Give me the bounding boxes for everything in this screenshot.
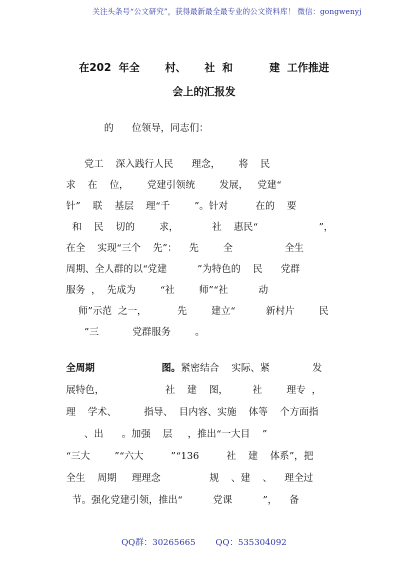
body-line: 在全 实现“三个 先”： 先 全 全生 bbox=[66, 243, 304, 254]
section-text: 紧密结合 实际、紧 发 bbox=[180, 363, 323, 374]
title-line-1: 在202 年全 村、 社 和 建 工作推进 bbox=[78, 62, 330, 74]
body-line: 理 学术、 指导、 目内容、实施 体等 个方面指 bbox=[66, 407, 319, 418]
body-line: 服务 ， 先成为 “社 师”“社 动 bbox=[66, 285, 269, 296]
body-line: 和 民 切的 求， 社 惠民“ ”， bbox=[66, 222, 334, 233]
body-line: 节。强化党建引领，推出“ 党课 ”， 备 bbox=[66, 495, 300, 506]
body-line: “三大 ”“六大 ”“136 社 建 体系”，把 bbox=[66, 451, 314, 462]
footer-qq: QQ：535304092 bbox=[215, 538, 287, 548]
body-line: 、出 。加强 层 ，推出“一大目 ” bbox=[66, 429, 268, 440]
body-line: 师”示范 之一， 先 建立“ 新村片 民 bbox=[66, 306, 329, 317]
body-line: 求 在 位， 党建引领统 发展， 党建“ bbox=[66, 180, 282, 191]
body-line: 全生 周期 理理念 规 、建 、 理全过 bbox=[66, 473, 314, 484]
body-line: 党工 深入践行人民 理念， 将 民 bbox=[66, 159, 271, 170]
body-line: ”三 党群服务 。 bbox=[66, 327, 205, 338]
body-line: 针” 联 基层 理“千 ”。针对 在的 要 bbox=[66, 201, 297, 212]
header-notice: 关注头条号“公文研究”，获得最新最全最专业的公文资料库！ 微信：gongwenyj bbox=[92, 7, 362, 16]
body-line: 展特色， 社 建 图， 社 理专 ， bbox=[66, 385, 322, 396]
salutation: 的 位领导，同志们： bbox=[104, 123, 209, 134]
section-heading: 全周期 图。 bbox=[66, 363, 181, 374]
title-line-2: 会上的汇报发 bbox=[172, 86, 236, 98]
section-line bbox=[66, 364, 366, 374]
footer-qq-group: QQ群：30265665 bbox=[121, 538, 196, 548]
body-line: 周期、全人群的以“党建 ”为特色的 民 党群 bbox=[66, 264, 300, 275]
footer bbox=[0, 536, 408, 548]
